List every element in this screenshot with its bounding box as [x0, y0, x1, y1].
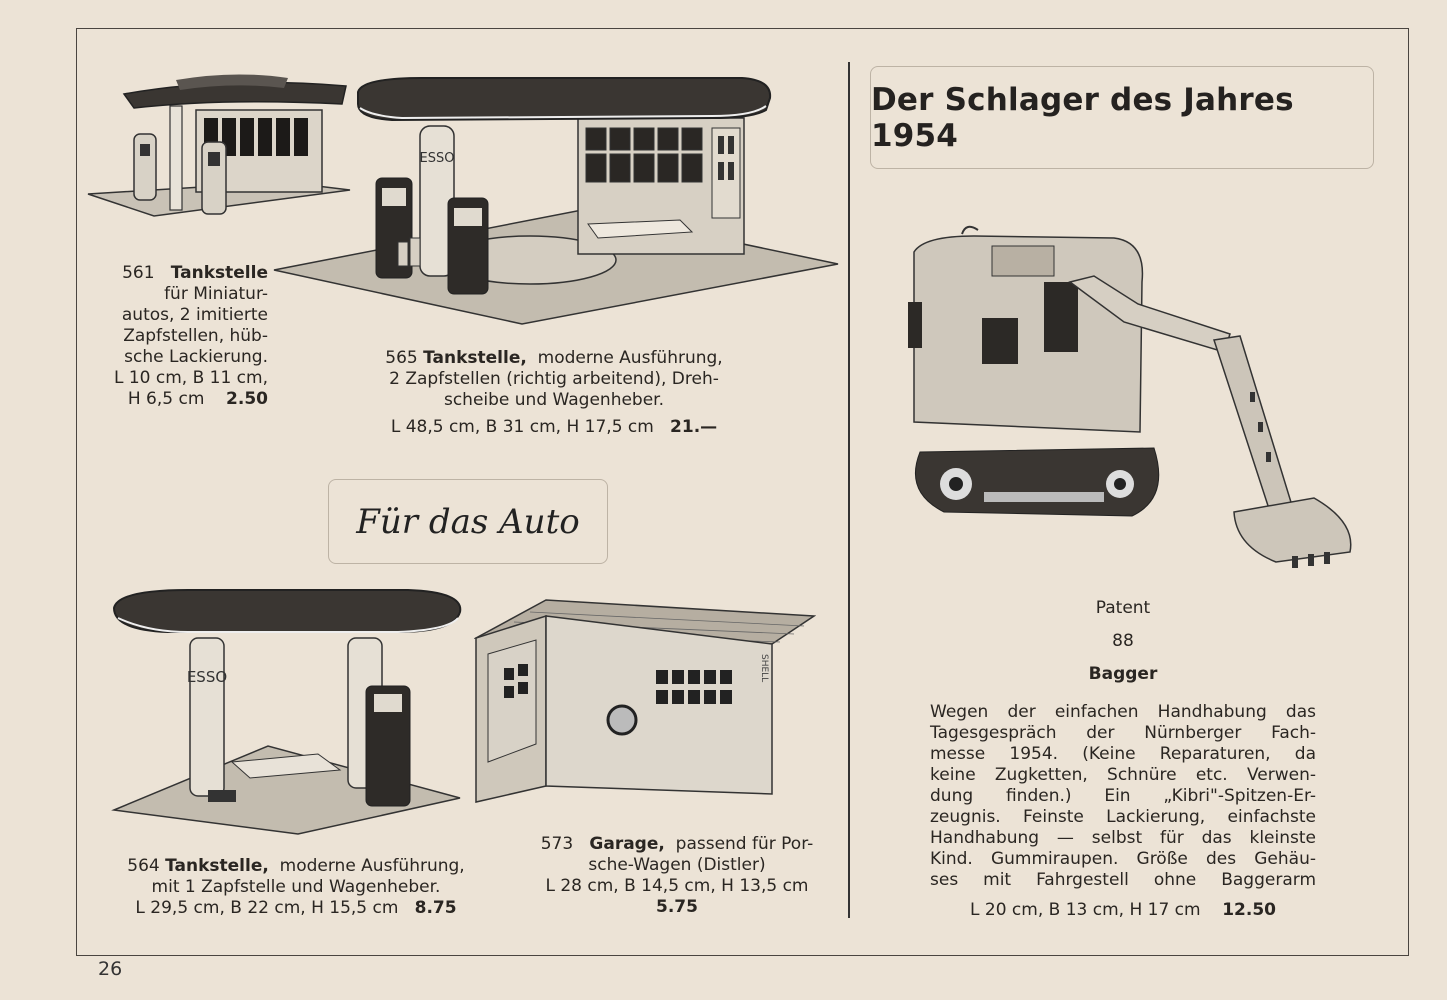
- item-565-line1: moderne Ausführung,: [537, 348, 723, 368]
- item-88-name: Bagger: [1088, 664, 1158, 684]
- item-88-price: 12.50: [1222, 900, 1276, 920]
- headline-box: [870, 66, 1374, 169]
- item-561-name: Tankstelle: [170, 263, 268, 283]
- item-88-desc-line: Wegen der einfachen Handhabung das: [930, 702, 1316, 722]
- item-88-patent: Patent: [1095, 598, 1151, 618]
- esso-sign-565: ESSO: [419, 151, 455, 166]
- item-88-header: [1020, 598, 1226, 685]
- item-573-price: 5.75: [656, 897, 698, 917]
- item-565-number: 565: [385, 348, 418, 368]
- item-88-dims-line: [930, 900, 1316, 921]
- item-88-desc-line: ses mit Fahrgestell ohne Baggerarm: [930, 870, 1316, 890]
- item-88-description: [930, 702, 1316, 891]
- item-561-line: autos, 2 imitierte: [121, 305, 268, 325]
- gas-station-564-illustration: [108, 586, 466, 836]
- column-divider: [848, 62, 850, 918]
- item-88-desc-line: Tagesgespräch der Nürnberger Fach-: [930, 723, 1316, 743]
- item-88-desc-line: Kind. Gummiraupen. Größe des Gehäu-: [930, 849, 1316, 869]
- item-564-dims: L 29,5 cm, B 22 cm, H 15,5 cm: [135, 898, 399, 918]
- item-561-description: [96, 263, 268, 410]
- item-573-line1: passend für Por-: [675, 834, 814, 854]
- item-561-line: sche Lackierung.: [124, 347, 268, 367]
- page-number: 26: [98, 958, 123, 980]
- item-564-number: 564: [127, 856, 160, 876]
- item-573-dims: L 28 cm, B 14,5 cm, H 13,5 cm: [545, 876, 809, 896]
- item-88-dims: L 20 cm, B 13 cm, H 17 cm: [970, 900, 1201, 920]
- item-565-description: [344, 348, 764, 438]
- item-564-name: Tankstelle,: [165, 856, 269, 876]
- item-573-number: 573: [540, 834, 574, 854]
- item-573-line2: sche-Wagen (Distler): [588, 855, 766, 875]
- item-561-last-line: H 6,5 cm: [127, 389, 205, 409]
- item-88-number: 88: [1112, 631, 1134, 651]
- item-88-desc-line: messe 1954. (Keine Reparaturen, da: [930, 744, 1316, 764]
- headline: Der Schlager des Jahres 1954: [871, 81, 1294, 154]
- shell-sign: SHELL: [759, 654, 769, 683]
- excavator-88-illustration: [884, 222, 1372, 582]
- item-565-line3: scheibe und Wagenheber.: [443, 390, 665, 410]
- item-573-name: Garage,: [589, 834, 665, 854]
- garage-573-illustration: [474, 594, 816, 820]
- esso-sign-564: ESSO: [186, 668, 228, 686]
- item-564-line2: mit 1 Zapfstelle und Wagenheber.: [151, 877, 441, 897]
- item-561-line: für Miniatur-: [164, 284, 268, 304]
- item-561-price: 2.50: [226, 389, 268, 409]
- item-561-line: L 10 cm, B 11 cm,: [113, 368, 268, 388]
- item-573-description: [514, 834, 840, 918]
- item-565-price: 21.—: [670, 417, 718, 437]
- item-88-desc-line: zeugnis. Feinste Lackierung, einfachste: [930, 807, 1316, 827]
- item-88-desc-line: keine Zugketten, Schnüre etc. Verwen-: [930, 765, 1316, 785]
- gas-station-565-illustration: [272, 74, 840, 330]
- item-564-description: [96, 856, 496, 919]
- item-565-name: Tankstelle,: [423, 348, 527, 368]
- item-565-dims: L 48,5 cm, B 31 cm, H 17,5 cm: [390, 417, 654, 437]
- item-564-line1: moderne Ausführung,: [279, 856, 465, 876]
- section-label: Für das Auto: [356, 501, 580, 542]
- item-88-desc-line: dung finden.) Ein „Kibri"-Spitzen-Er-: [930, 786, 1316, 806]
- item-88-desc-line: Handhabung — selbst für das kleinste: [930, 828, 1316, 848]
- item-561-line: Zapfstellen, hüb-: [123, 326, 268, 346]
- item-561-number: 561: [122, 263, 155, 283]
- item-565-line2: 2 Zapfstellen (richtig arbeitend), Dreh-: [389, 369, 719, 389]
- item-564-price: 8.75: [414, 898, 457, 918]
- section-label-box: [328, 479, 608, 564]
